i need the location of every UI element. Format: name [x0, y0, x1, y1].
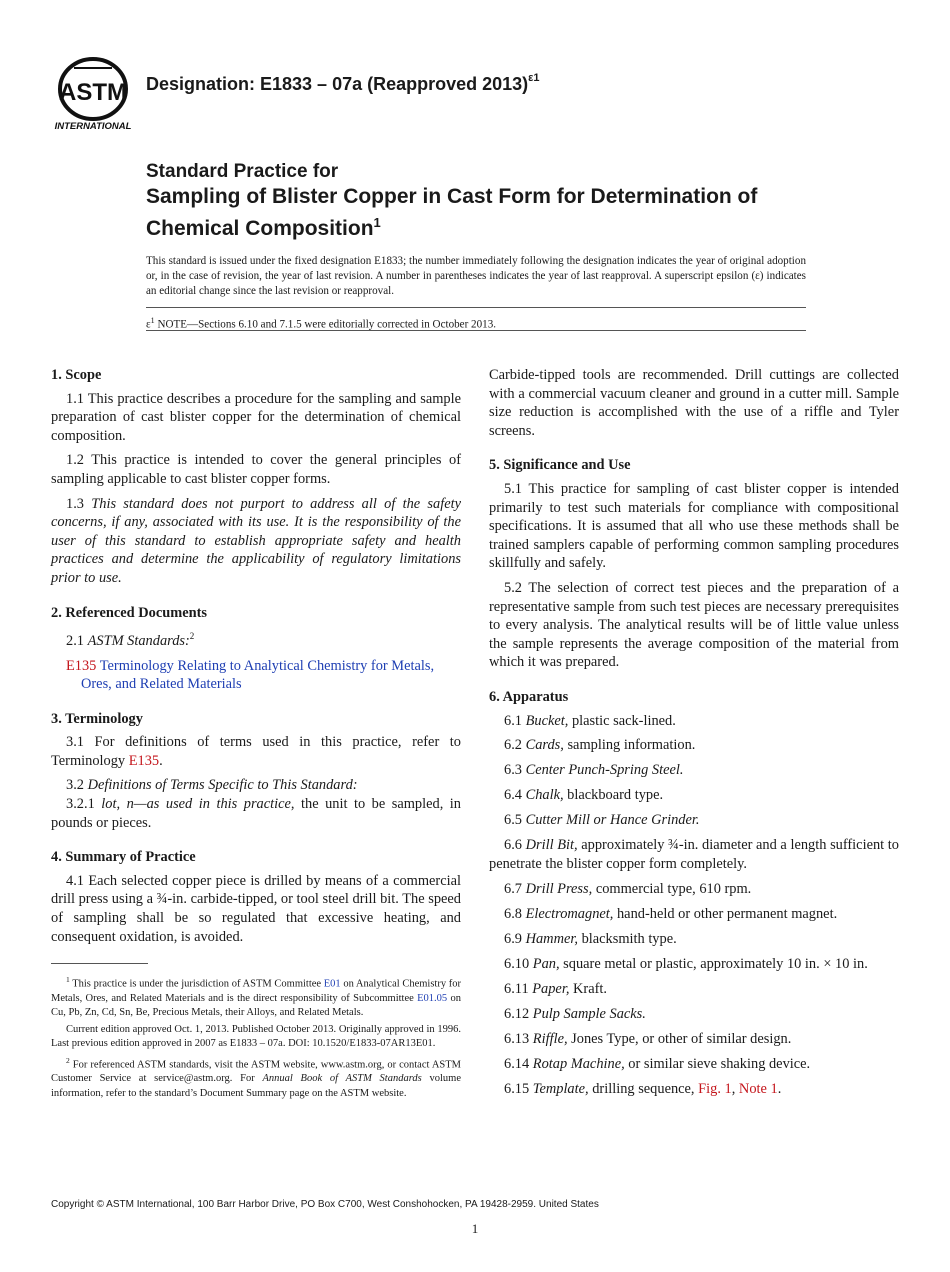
apparatus-list	[489, 712, 899, 1074]
title-line-2: Sampling of Blister Copper in Cast Form for Determination of Chemical Composition	[146, 185, 758, 240]
apparatus-item: 6.6 Drill Bit, approximately ¾-in. diameter and a length sufficient to penetrate the blister copper form completely.	[489, 837, 899, 873]
astm-logo	[50, 56, 136, 132]
section-heading-terminology: 3. Terminology	[51, 710, 143, 727]
copyright: Copyright © ASTM International, 100 Barr Harbor Drive, PO Box C700, West Conshohocken, PA 19428-2959. United States	[51, 1199, 599, 1210]
preamble: This standard is issued under the fixed designation E1833; the number immediately following the designation indicates the year of original adoption or, in the case of revision, the year of last revision. A number in parentheses indicates the year of last reapproval. A superscript epsilon (ε) indicates an editorial change since the last revision or reapproval.	[146, 255, 806, 297]
footnote-1-edition: Current edition approved Oct. 1, 2013. Published October 2013. Originally approved in 1996. Last previous edition approved in 2007 as E1833 – 07a. DOI: 10.1520/E1833-07AR13E01.	[51, 1023, 461, 1050]
ref-e135[interactable]	[51, 657, 461, 694]
para-1-1: 1.1 This practice describes a procedure for the sampling and sample preparation of cast blister copper for the determination of chemical composition.	[51, 390, 461, 444]
designation: Designation: E1833 – 07a (Reapproved 2013)$^{\varepsilon 1}$	[146, 72, 540, 94]
para-4-1-cont: Carbide-tipped tools are recommended. Drill cuttings are collected with a commercial vacuum cleaner and ground in a cutter mill. Sample size reduction is accomplished with the use of a riffle and Tyler screens.	[489, 367, 899, 439]
para-3-2-1: 3.2.1 lot, n—as used in this practice, the unit to be sampled, in pounds or pieces.	[51, 796, 462, 831]
link-note-1[interactable]: Note 1	[738, 1080, 778, 1097]
section-heading-significance: 5. Significance and Use	[489, 457, 631, 474]
apparatus-item-6-15: 6.15 Template, drilling sequence, Fig. 1, Note 1.	[504, 1080, 782, 1097]
preamble-rule-top	[146, 307, 806, 308]
editorial-note: $\varepsilon^1$ NOTE—Sections 6.10 and 7.1.5 were editorially corrected in October 2013.	[146, 316, 497, 331]
para-5-1: 5.1 This practice for sampling of cast blister copper is intended primarily to test such materials for compliance with compositional specifications. It is assumed that all who use these methods shall be trained samplers capable of performing common sampling procedures skillfully and safely.	[489, 480, 899, 572]
designation-sup: ε1	[528, 72, 540, 84]
link-e01-05[interactable]: E01.05	[417, 992, 448, 1004]
footnote-rule	[51, 963, 148, 964]
para-3-2: 3.2 Definitions of Terms Specific to This Standard:	[66, 777, 358, 794]
para-3-1: 3.1 For definitions of terms used in this practice, refer to Terminology E135.	[51, 734, 461, 769]
document-title	[146, 160, 846, 242]
left-column	[51, 366, 461, 952]
title-footnote-mark: 1	[373, 215, 381, 230]
footnotes	[51, 973, 461, 1103]
apparatus-item: 6.2 Cards, sampling information.	[504, 737, 696, 754]
apparatus-item: 6.1 Bucket, plastic sack-lined.	[504, 712, 676, 729]
link-fig-1[interactable]: Fig. 1	[698, 1080, 732, 1097]
apparatus-item: 6.14 Rotap Machine, or similar sieve shaking device.	[504, 1055, 811, 1072]
logo-subtext: INTERNATIONAL	[54, 121, 132, 132]
apparatus-item: 6.5 Cutter Mill or Hance Grinder.	[504, 812, 700, 829]
para-4-1: 4.1 Each selected copper piece is drilled by means of a commercial drill press using a ¾-in. carbide-tipped, or tool steel drill bit. The speed of sampling shall be so regulated that excessive heating, and consequent oxidation, is avoided.	[51, 872, 461, 945]
apparatus-item: 6.7 Drill Press, commercial type, 610 rpm.	[504, 881, 752, 897]
page-number: 1	[471, 1221, 479, 1236]
ref-e135-code[interactable]: E135	[66, 657, 97, 674]
apparatus-item: 6.11 Paper, Kraft.	[504, 980, 607, 997]
para-2-1: 2.1 ASTM Standards:$^2$	[66, 631, 195, 649]
footnote-2: $^2$ For referenced ASTM standards, visit the ASTM website, www.astm.org, or contact ASTM Customer Service at service@astm.org. For Annual Book of ASTM Standards volume information, refer to the standard’s Document Summary page on the ASTM website.	[51, 1055, 461, 1099]
section-heading-apparatus: 6. Apparatus	[489, 688, 569, 705]
ref-e135-title[interactable]: Terminology Relating to Analytical Chemistry for Metals, Ores, and Related Materials	[81, 657, 435, 693]
apparatus-item: 6.9 Hammer, blacksmith type.	[504, 930, 677, 947]
section-heading-summary: 4. Summary of Practice	[51, 849, 196, 866]
para-1-3: 1.3 This standard does not purport to address all of the safety concerns, if any, associated with its use. It is the responsibility of the user of this standard to establish appropriate safety and health practices and determine the applicability of regulatory limitations prior to use.	[51, 495, 461, 586]
right-column	[489, 366, 899, 1105]
link-e01[interactable]: E01	[323, 978, 341, 990]
section-heading-referenced: 2. Referenced Documents	[51, 604, 207, 621]
footnote-1: $^1$ This practice is under the jurisdiction of ASTM Committee E01 on Analytical Chemistry for Metals, Ores, and Related Materials and is the direct responsibility of Subcommittee E01.05 on Cu, Pb, Zn, Cd, Sn, Be, Precious Metals, their Alloys, and Related Metals.	[51, 975, 461, 1019]
apparatus-item: 6.12 Pulp Sample Sacks.	[504, 1005, 646, 1022]
apparatus-item: 6.13 Riffle, Jones Type, or other of similar design.	[504, 1030, 792, 1047]
apparatus-item: 6.3 Center Punch-Spring Steel.	[504, 762, 684, 779]
apparatus-item: 6.10 Pan, square metal or plastic, approximately 10 in. × 10 in.	[504, 955, 868, 972]
apparatus-item: 6.8 Electromagnet, hand-held or other permanent magnet.	[504, 905, 838, 922]
section-heading-scope: 1. Scope	[51, 367, 102, 383]
para-5-2: 5.2 The selection of correct test pieces and the preparation of a representative sample from such test pieces are necessary prerequisites to every analysis. The analytical results will be of little value unless the sample represents the average composition of the material from which it was prepared.	[489, 579, 899, 671]
para-1-2: 1.2 This practice is intended to cover the general principles of sampling applicable to cast blister copper forms.	[51, 452, 461, 487]
logo-text: ASTM	[59, 79, 127, 106]
title-line-1: Standard Practice for	[146, 161, 339, 182]
preamble-rule-bottom	[146, 330, 806, 331]
apparatus-item: 6.4 Chalk, blackboard type.	[504, 787, 664, 804]
link-e135[interactable]: E135	[128, 752, 160, 769]
